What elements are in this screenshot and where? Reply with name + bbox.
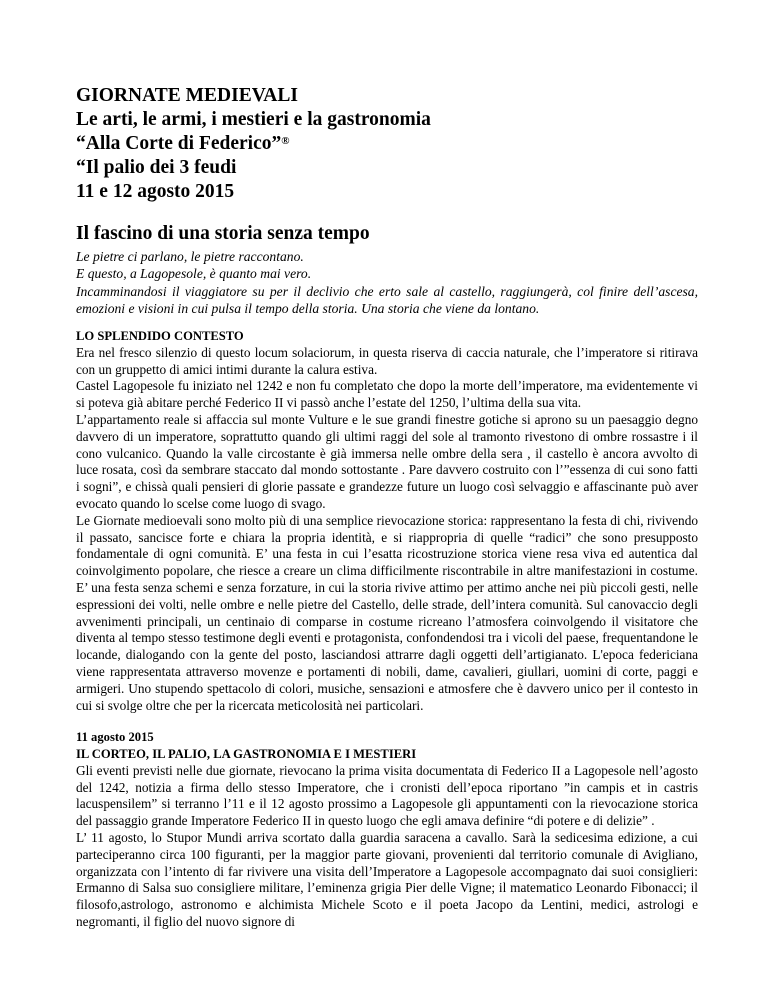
event-name-text: “Alla Corte di Federico” [76, 133, 282, 154]
paragraph: Castel Lagopesole fu iniziato nel 1242 e non fu completato che dopo la morte dell’imperatore, ma evidentemente vi si poteva già abitare perché Federico II vi passò anche l’estate del 1250, l’ultima della sua vita. [76, 378, 698, 411]
contesto-body [76, 345, 698, 715]
section-heading-corteo: IL CORTEO, IL PALIO, LA GASTRONOMIA E I MESTIERI [76, 747, 417, 762]
event-subtitle: Le arti, le armi, i mestieri e la gastronomia [76, 109, 431, 130]
paragraph: Era nel fresco silenzio di questo locum solaciorum, in questa riserva di caccia naturale, che l’imperatore si ritirava con un gruppetto di amici intimi durante la calura estiva. [76, 344, 698, 377]
event-header [76, 84, 698, 204]
intro-line: Le pietre ci parlano, le pietre raccontano. [76, 249, 304, 264]
paragraph: L’ 11 agosto, lo Stupor Mundi arriva scortato dalla guardia saracena a cavallo. Sarà la sedicesima edizione, a cui parteciperanno circa 100 figuranti, per la maggior parte giovani, provenienti dal territorio comunale di Avigliano, organizzata con l’intento di far rivivere una visita dell’Imperatore a Lagopesole accompagnato dai suoi consiglieri: Ermanno di Salsa suo consigliere militare, l’eminenza grigia Pier delle Vigne; il matematico Leonardo Fibonacci; il filosofo,astrologo, astronomo e alchimista Michele Scoto e il poeta Jacopo da Lentini, medici, astrologi e negromanti, il figlio del nuovo signore di [76, 830, 698, 929]
registered-mark: ® [281, 135, 290, 147]
event-dates: 11 e 12 agosto 2015 [76, 181, 235, 202]
intro-line: E questo, a Lagopesole, è quanto mai vero. [76, 266, 312, 282]
event-name [76, 132, 698, 156]
intro-paragraph: Incamminandosi il viaggiatore su per il declivio che erto sale al castello, raggiungerà, col finire dell’ascesa, emozioni e visioni in cui pulsa il tempo della storia. Una storia che viene da lontano. [76, 283, 698, 316]
event-title: GIORNATE MEDIEVALI [76, 85, 298, 106]
corteo-body [76, 763, 698, 931]
paragraph: Gli eventi previsti nelle due giornate, rievocano la prima visita documentata di Federico II a Lagopesole nell’agosto del 1242, notizia a firma dello stesso Imperatore, che i cronisti dell’epoca riportano ”in campis et in castris lacuspensilem” si terranno l’11 e il 12 agosto prossimo a Lagopesole gli appuntamenti con la rievocazione storica del passaggio grande Imperatore Federico II in questo luogo che egli amava definire “di potere e di delizie” . [76, 762, 698, 829]
intro-text [76, 248, 698, 317]
section-title: Il fascino di una storia senza tempo [76, 223, 370, 244]
paragraph: L’appartamento reale si affaccia sul monte Vulture e le sue grandi finestre gotiche si aprono su un paesaggio degno davvero di un imperatore, soprattutto quando gli ultimi raggi del sole al tramonto rivestono di ombre rossastre i il cono vulcanico. Quando la valle circostante è già immersa nelle ombre della sera , il castello è ancora avvolto di luce rosata, così da sembrare staccato dal mondo sottostante . Pare davvero costruito con l’”essenza di cui sono fatti i sogni”, e chissà quali pensieri di glorie passate e grandezze future un luogo così selvaggio e affascinante può aver evocato quando lo scelse come luogo di svago. [76, 412, 698, 512]
section-date: 11 agosto 2015 [76, 730, 154, 745]
section-heading-contesto: LO SPLENDIDO CONTESTO [76, 329, 244, 344]
paragraph: Le Giornate medioevali sono molto più di una semplice rievocazione storica: rappresentano la festa di chi, rivivendo il passato, sancisce forte e chiara la propria identità, e si riappropria di quelle “radici” che sono presupposto fondamentale di ogni comunità. E’ una festa in cui l’esatta ricostruzione storica viene resa viva ed autentica dal coinvolgimento popolare, che riesce a creare un clima difficilmente riscontrabile in altre manifestazioni in costume. E’ una festa senza schemi e senza forzature, in cui la storia rivive attimo per attimo anche nei più piccoli gesti, nelle espressioni dei volti, nelle ombre e nelle pietre del Castello, delle strade, dell’intera comunità. Sul canovaccio degli avvenimenti principali, un centinaio di comparse in costume ricreano l’atmosfera coinvolgendo il visitatore che diventa al tempo stesso testimone degli eventi e protagonista, confondendosi tra i vicoli del paese, frequentandone le locande, dialogando con la gente del posto, lasciandosi attrarre dagli oggetti dell’artigianato. L'epoca federiciana viene rappresentata attraverso movenze e portamenti di nobili, dame, cavalieri, giullari, uomini di corte, paggi e armigeri. Uno stupendo spettacolo di colori, musiche, sensazioni e atmosfere che è davvero unico per il contesto in cui si svolge oltre che per la ricercata meticolosità nei particolari. [76, 512, 698, 713]
document-page [76, 84, 698, 931]
event-palio: “Il palio dei 3 feudi [76, 157, 237, 178]
